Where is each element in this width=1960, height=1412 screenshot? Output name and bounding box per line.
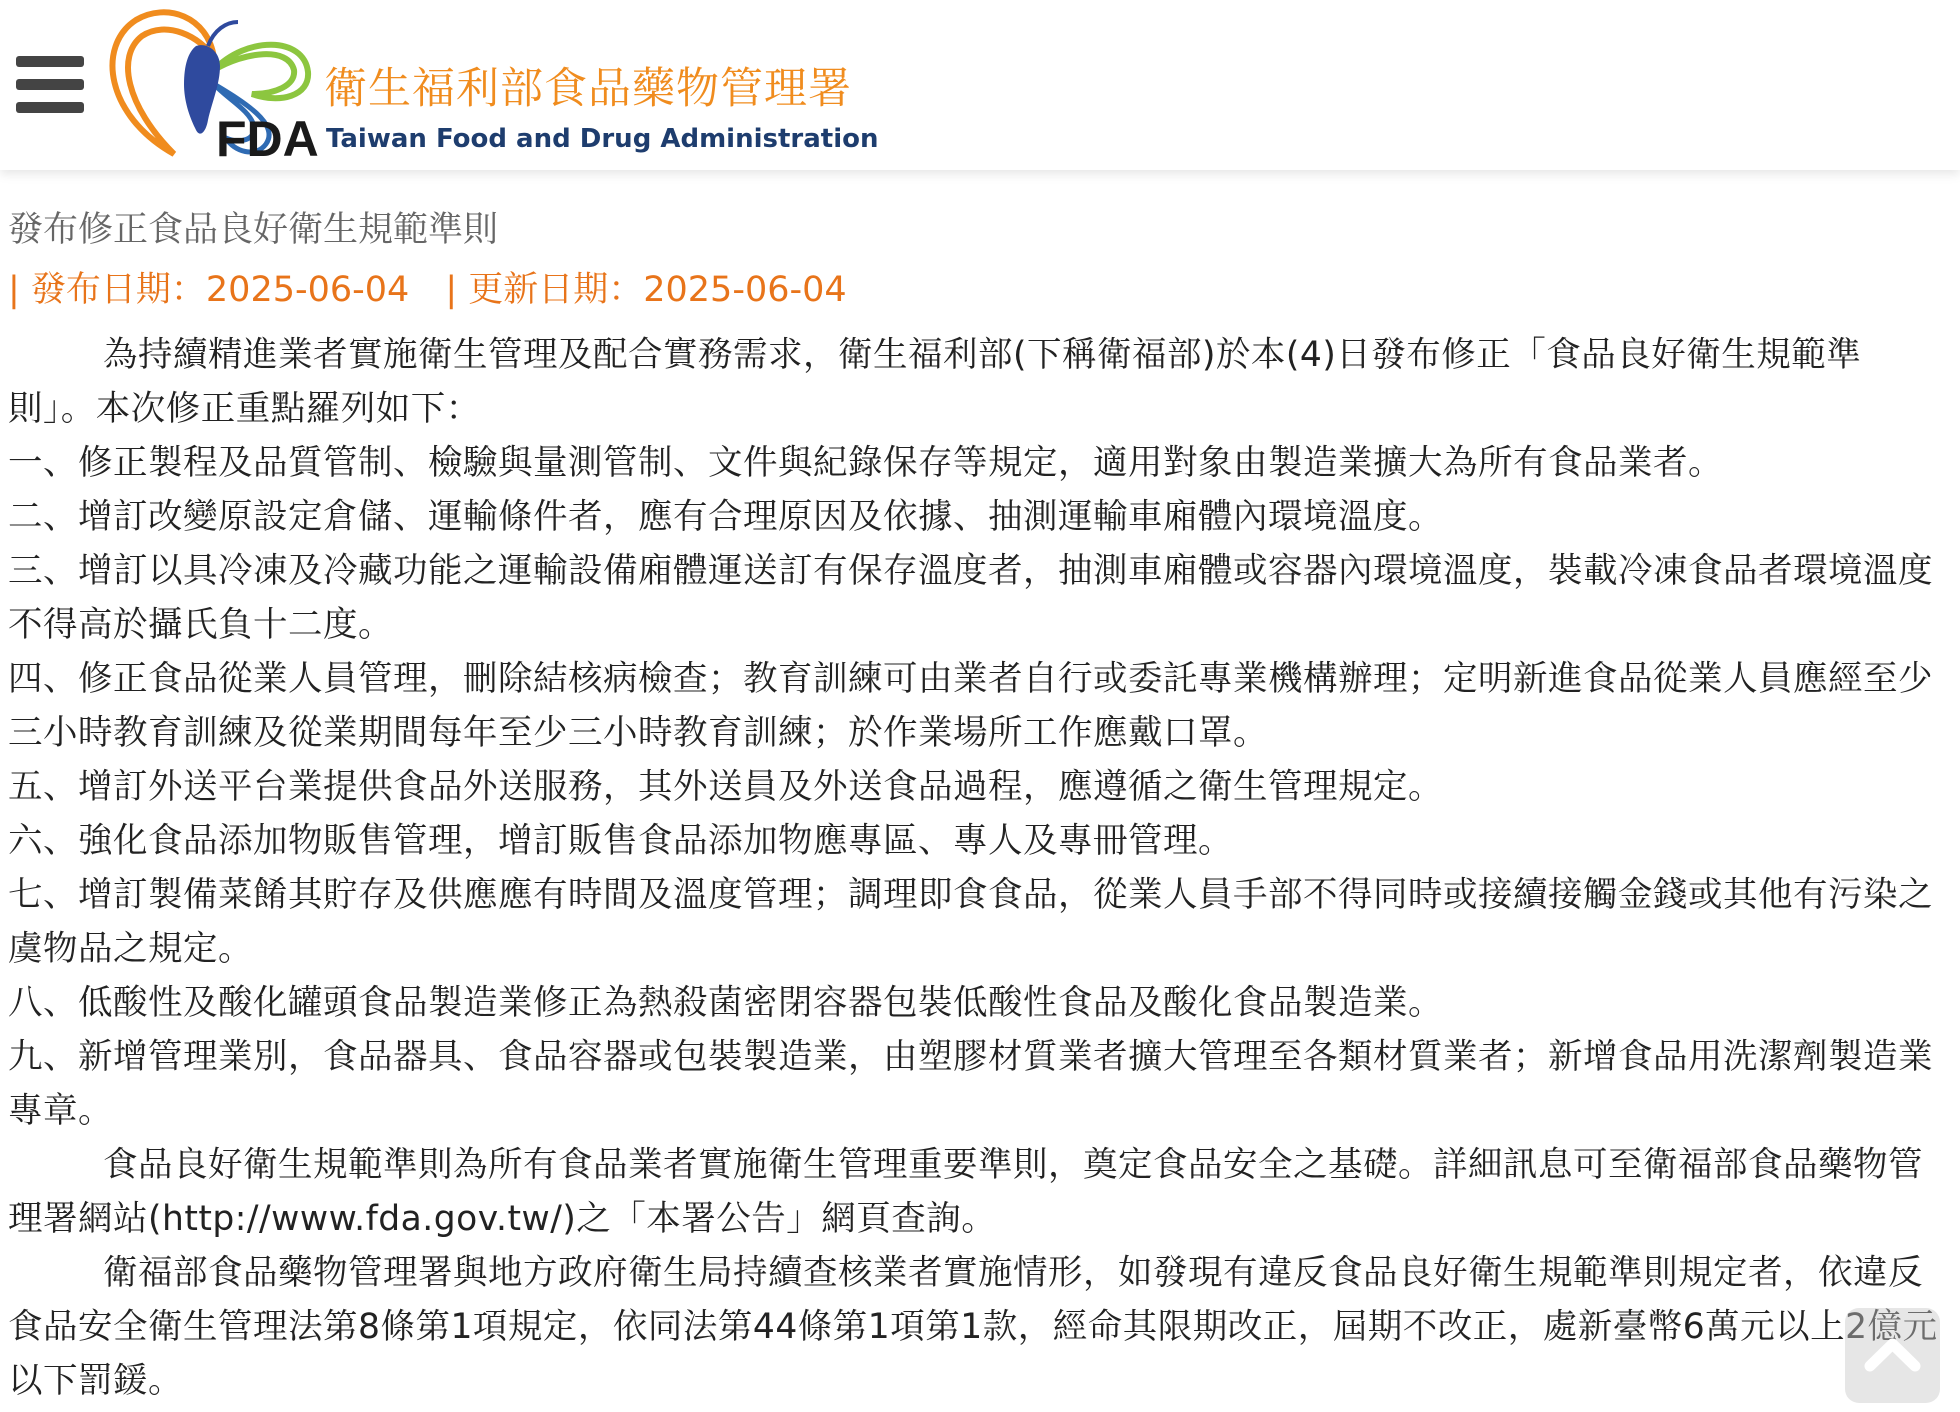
back-to-top-button[interactable] [1845,1308,1940,1403]
article-title: 發布修正食品良好衛生規範準則 [8,210,499,250]
menu-bar-bottom [16,102,84,113]
hamburger-menu-button[interactable] [16,56,84,114]
article-item-6: 六、強化食品添加物販售管理，增訂販售食品添加物應專區、專人及專冊管理。 [8,821,1233,861]
logo-fda-wordmark: FDA [216,111,319,167]
publish-date: | 發布日期：2025-06-04 [8,270,410,310]
logo-english-name: Taiwan Food and Drug Administration [326,124,879,154]
article-item-4: 四、修正食品從業人員管理，刪除結核病檢查；教育訓練可由業者自行或委託專業機構辦理；定明新進食品從業人員應經至少三小時教育訓練及從業期間每年至少三小時教育訓練；於作業場所工作應戴口罩。 [8,659,1933,753]
article-paragraph-intro: 為持續精進業者實施衛生管理及配合實務需求，衛生福利部(下稱衛福部)於本(4)日發布修正「食品良好衛生規範準則」。本次修正重點羅列如下： [8,335,1862,429]
logo-chinese-name: 衛生福利部食品藥物管理署 [324,64,852,114]
article-content [8,198,1948,1408]
article-dates [8,262,1948,318]
article-item-5: 五、增訂外送平台業提供食品外送服務，其外送員及外送食品過程，應遵循之衛生管理規定。 [8,767,1443,807]
article-paragraph-more-info: 食品良好衛生規範準則為所有食品業者實施衛生管理重要準則，奠定食品安全之基礎。詳細訊息可至衛福部食品藥物管理署網站(http://www.fda.gov.tw/)之「本署公告」網頁查詢。 [8,1145,1923,1239]
fda-logo-link[interactable] [96,6,879,167]
site-header [0,0,1960,170]
article-paragraph-penalty: 衛福部食品藥物管理署與地方政府衛生局持續查核業者實施情形，如發現有違反食品良好衛生規範準則規定者，依違反食品安全衛生管理法第8條第1項規定，依同法第44條第1項第1款，經命其限期改正，屆期不改正，處新臺幣6萬元以上2億元以下罰鍰。 [8,1253,1938,1401]
menu-bar-top [16,56,84,67]
article-body [8,328,1948,1408]
update-date: | 更新日期：2025-06-04 [445,270,847,310]
article-item-9: 九、新增管理業別，食品器具、食品容器或包裝製造業，由塑膠材質業者擴大管理至各類材質業者；新增食品用洗潔劑製造業專章。 [8,1037,1933,1131]
article-item-1: 一、修正製程及品質管制、檢驗與量測管制、文件與紀錄保存等規定，適用對象由製造業擴大為所有食品業者。 [8,443,1723,483]
article-item-7: 七、增訂製備菜餚其貯存及供應應有時間及溫度管理；調理即食食品，從業人員手部不得同時或接續接觸金錢或其他有污染之虞物品之規定。 [8,875,1933,969]
article-item-2: 二、增訂改變原設定倉儲、運輸條件者，應有合理原因及依據、抽測運輸車廂體內環境溫度。 [8,497,1443,537]
article-item-3: 三、增訂以具冷凍及冷藏功能之運輸設備廂體運送訂有保存溫度者，抽測車廂體或容器內環境溫度，裝載冷凍食品者環境溫度不得高於攝氏負十二度。 [8,551,1933,645]
chevron-up-icon [1845,1308,1940,1403]
menu-bar-middle [16,79,84,90]
article-item-8: 八、低酸性及酸化罐頭食品製造業修正為熱殺菌密閉容器包裝低酸性食品及酸化食品製造業。 [8,983,1443,1023]
